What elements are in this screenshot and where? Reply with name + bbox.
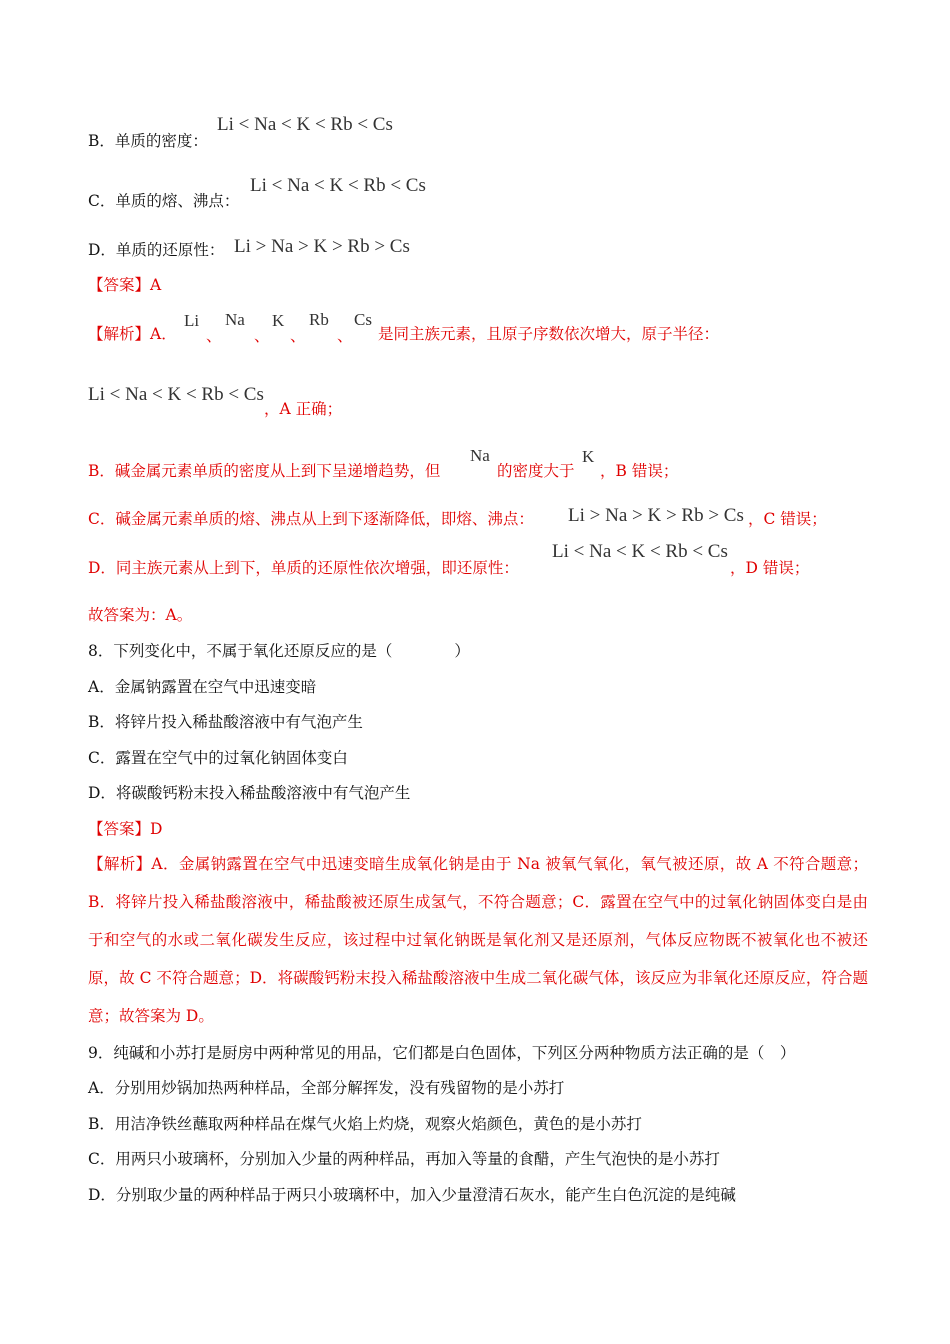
q7-analysis-b-text2: 的密度大于 — [497, 462, 575, 480]
option-b-label: B．单质的密度： — [88, 132, 208, 150]
q8-option-d: D．将碳酸钙粉末投入稀盐酸溶液中有气泡产生 — [88, 784, 411, 802]
q8-option-a: A．金属钠露置在空气中迅速变暗 — [88, 678, 317, 696]
option-c-label: C．单质的熔、沸点： — [88, 192, 240, 210]
q7-conclusion: 故答案为：A。 — [88, 606, 193, 624]
q7-analysis-a-text: 是同主族元素，且原子序数依次增大，原子半径： — [378, 325, 720, 343]
q7-analysis-d-formula: Li < Na < K < Rb < Cs — [552, 541, 728, 562]
element-li: Li — [184, 311, 200, 330]
q9-option-c: C．用两只小玻璃杯，分别加入少量的两种样品，再加入等量的食醋，产生气泡快的是小苏打 — [88, 1150, 720, 1168]
option-c-formula: Li < Na < K < Rb < Cs — [250, 175, 426, 196]
q8-answer: 【答案】D — [88, 820, 163, 838]
q8-option-b: B．将锌片投入稀盐酸溶液中有气泡产生 — [88, 713, 363, 731]
q8-stem: 8．下列变化中，不属于氧化还原反应的是（ ） — [88, 642, 470, 660]
separator: 、 — [254, 327, 270, 345]
q7-analysis-b-end: ，B 错误； — [600, 462, 679, 480]
q7-answer: 【答案】A — [88, 276, 162, 294]
analysis-b-na: Na — [470, 446, 490, 465]
analysis-b-k: K — [582, 447, 595, 466]
option-d-formula: Li > Na > K > Rb > Cs — [234, 236, 410, 257]
q7-analysis-c-text: C．碱金属元素单质的熔、沸点从上到下逐渐降低，即熔、沸点： — [88, 510, 534, 528]
q9-option-d: D．分别取少量的两种样品于两只小玻璃杯中，加入少量澄清石灰水，能产生白色沉淀的是纯碱 — [88, 1186, 736, 1204]
q8-option-c: C．露置在空气中的过氧化钠固体变白 — [88, 749, 348, 767]
separator: 、 — [206, 327, 222, 345]
q7-analysis-d-text: D．同主族元素从上到下，单质的还原性依次增强，即还原性： — [88, 559, 519, 577]
q8-analysis: 【解析】A．金属钠露置在空气中迅速变暗生成氧化钠是由于 Na 被氧气氧化，氧气被还原，故 A 不符合题意；B．将锌片投入稀盐酸溶液中，稀盐酸被还原生成氢气，不符合题意；C．露置在空气中的过氧化钠固体变白是由于和空气的水或二氧化碳发生反应，该过程中过氧化钠既是氧化剂又是还原剂，气体反应物既不被氧化也不被还原，故 C 不符合题意；D．将碳酸钙粉末投入稀盐酸溶液中生成二氧化碳气体，该反应为非氧化还原反应，符合题意；故答案为 D。 — [88, 855, 868, 1025]
q9-option-b: B．用洁净铁丝蘸取两种样品在煤气火焰上灼烧，观察火焰颜色，黄色的是小苏打 — [88, 1115, 642, 1133]
option-b-formula: Li < Na < K < Rb < Cs — [217, 114, 393, 135]
q9-option-a: A．分别用炒锅加热两种样品，全部分解挥发，没有残留物的是小苏打 — [88, 1079, 565, 1097]
q7-analysis-c-end: ，C 错误； — [748, 510, 827, 528]
q7-analysis-a-end: ，A 正确； — [264, 400, 343, 418]
element-na: Na — [225, 310, 245, 329]
separator: 、 — [290, 327, 306, 345]
element-k: K — [272, 311, 285, 330]
element-rb: Rb — [309, 310, 329, 329]
option-d-label: D．单质的还原性： — [88, 241, 225, 259]
q9-stem: 9．纯碱和小苏打是厨房中两种常见的用品，它们都是白色固体，下列区分两种物质方法正确的是（ ） — [88, 1044, 796, 1062]
separator: 、 — [337, 327, 353, 345]
element-cs: Cs — [354, 310, 372, 329]
q7-analysis-b-text: B．碱金属元素单质的密度从上到下呈递增趋势，但 — [88, 462, 441, 480]
q7-analysis-prefix: 【解析】A． — [88, 325, 177, 343]
q7-analysis-c-formula: Li > Na > K > Rb > Cs — [568, 505, 744, 526]
q7-analysis-d-end: ，D 错误； — [730, 559, 810, 577]
q7-analysis-a-formula: Li < Na < K < Rb < Cs — [88, 384, 264, 405]
